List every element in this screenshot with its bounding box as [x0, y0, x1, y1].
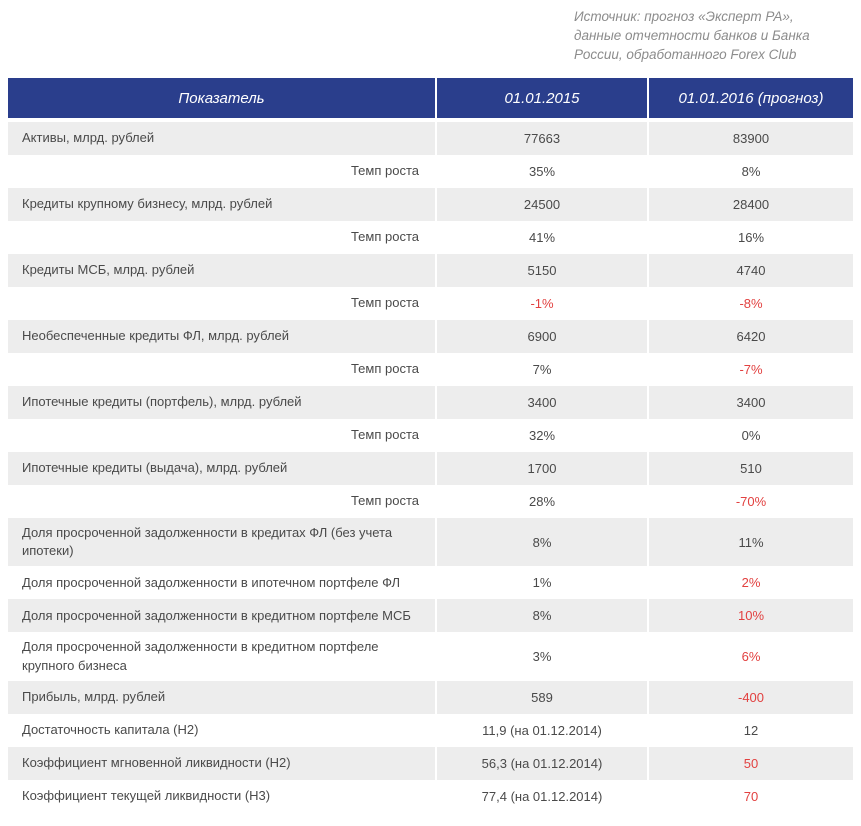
- row-label: Доля просроченной задолженности в кредитном портфеле крупного бизнеса: [22, 639, 379, 673]
- value-2016-forecast: -7%: [647, 353, 853, 386]
- value-2015: 8%: [435, 599, 647, 632]
- value-2015: 1%: [435, 566, 647, 599]
- source-line-1: Источник: прогноз «Эксперт РА»,: [574, 9, 794, 24]
- value-2015: 77,4 (на 01.12.2014): [435, 780, 647, 813]
- table-body: [8, 122, 853, 813]
- column-header-indicator: Показатель: [178, 89, 265, 107]
- value-2015: 3%: [435, 632, 647, 680]
- value-2015: -1%: [435, 287, 647, 320]
- value-2016-forecast: -400: [647, 681, 853, 714]
- value-2015: 77663: [435, 122, 647, 155]
- table-row: [8, 122, 853, 155]
- value-2016-forecast: 28400: [647, 188, 853, 221]
- row-label: Доля просроченной задолженности в ипотечном портфеле ФЛ: [22, 574, 401, 590]
- forecast-table: [8, 78, 853, 813]
- value-2015: 6900: [435, 320, 647, 353]
- value-2015: 589: [435, 681, 647, 714]
- table-row: [8, 780, 853, 813]
- table-row: [8, 566, 853, 599]
- value-2016-forecast: -70%: [647, 485, 853, 518]
- table-row: [8, 353, 853, 386]
- row-label: Необеспеченные кредиты ФЛ, млрд. рублей: [8, 320, 435, 353]
- value-2015: 5150: [435, 254, 647, 287]
- row-label: Достаточность капитала (Н2): [22, 722, 199, 738]
- value-2016-forecast: 16%: [647, 221, 853, 254]
- table-row: [8, 518, 853, 566]
- table-row: [8, 681, 853, 714]
- value-2016-forecast: 4740: [647, 254, 853, 287]
- value-2016-forecast: 8%: [647, 155, 853, 188]
- column-header-2015: 01.01.2015: [435, 78, 647, 118]
- value-2016-forecast: 6420: [647, 320, 853, 353]
- row-label: Темп роста: [350, 295, 419, 311]
- table-row: [8, 386, 853, 419]
- row-label: Темп роста: [350, 163, 419, 179]
- table-row: [8, 221, 853, 254]
- table-row: [8, 599, 853, 632]
- value-2015: 35%: [435, 155, 647, 188]
- source-line-2: данные отчетности банков и Банка: [574, 28, 810, 44]
- table-row: [8, 632, 853, 680]
- value-2016-forecast: 510: [647, 452, 853, 485]
- row-label: Темп роста: [350, 229, 419, 245]
- table-row: [8, 747, 853, 780]
- row-label: Темп роста: [350, 361, 419, 377]
- value-2015: 56,3 (на 01.12.2014): [435, 747, 647, 780]
- value-2016-forecast: 50: [647, 747, 853, 780]
- value-2015: 41%: [435, 221, 647, 254]
- value-2015: 24500: [435, 188, 647, 221]
- row-label: Доля просроченной задолженности в кредитном портфеле МСБ: [8, 599, 435, 632]
- value-2016-forecast: 2%: [647, 566, 853, 599]
- row-label: Темп роста: [350, 427, 419, 443]
- table-row: [8, 188, 853, 221]
- value-2016-forecast: 3400: [647, 386, 853, 419]
- value-2016-forecast: 6%: [647, 632, 853, 680]
- row-label: Ипотечные кредиты (портфель), млрд. рублей: [8, 386, 435, 419]
- table-row: [8, 452, 853, 485]
- table-row: [8, 485, 853, 518]
- value-2016-forecast: 70: [647, 780, 853, 813]
- value-2016-forecast: 11%: [647, 518, 853, 566]
- row-label: Доля просроченной задолженности в кредитах ФЛ (без учета ипотеки): [8, 518, 435, 566]
- value-2015: 28%: [435, 485, 647, 518]
- value-2016-forecast: 10%: [647, 599, 853, 632]
- value-2015: 3400: [435, 386, 647, 419]
- value-2015: 11,9 (на 01.12.2014): [435, 714, 647, 747]
- value-2016-forecast: 0%: [647, 419, 853, 452]
- row-label: Коэффициент мгновенной ликвидности (Н2): [8, 747, 435, 780]
- value-2015: 7%: [435, 353, 647, 386]
- table-row: [8, 320, 853, 353]
- value-2016-forecast: 12: [647, 714, 853, 747]
- table-row: [8, 714, 853, 747]
- row-label: Темп роста: [350, 493, 419, 509]
- value-2016-forecast: 83900: [647, 122, 853, 155]
- table-row: [8, 254, 853, 287]
- row-label: Кредиты крупному бизнесу, млрд. рублей: [8, 188, 435, 221]
- table-header-row: [8, 78, 853, 118]
- row-label: Кредиты МСБ, млрд. рублей: [8, 254, 435, 287]
- table-row: [8, 287, 853, 320]
- value-2015: 8%: [435, 518, 647, 566]
- table-row: [8, 419, 853, 452]
- value-2015: 1700: [435, 452, 647, 485]
- table-row: [8, 155, 853, 188]
- value-2016-forecast: -8%: [647, 287, 853, 320]
- source-line-3: России, обработанного Forex Club: [574, 47, 797, 63]
- column-header-2016-forecast: 01.01.2016 (прогноз): [647, 78, 853, 118]
- row-label: Ипотечные кредиты (выдача), млрд. рублей: [8, 452, 435, 485]
- row-label: Коэффициент текущей ликвидности (Н3): [22, 788, 271, 804]
- value-2015: 32%: [435, 419, 647, 452]
- row-label: Прибыль, млрд. рублей: [8, 681, 435, 714]
- source-attribution: [574, 7, 852, 64]
- row-label: Активы, млрд. рублей: [8, 122, 435, 155]
